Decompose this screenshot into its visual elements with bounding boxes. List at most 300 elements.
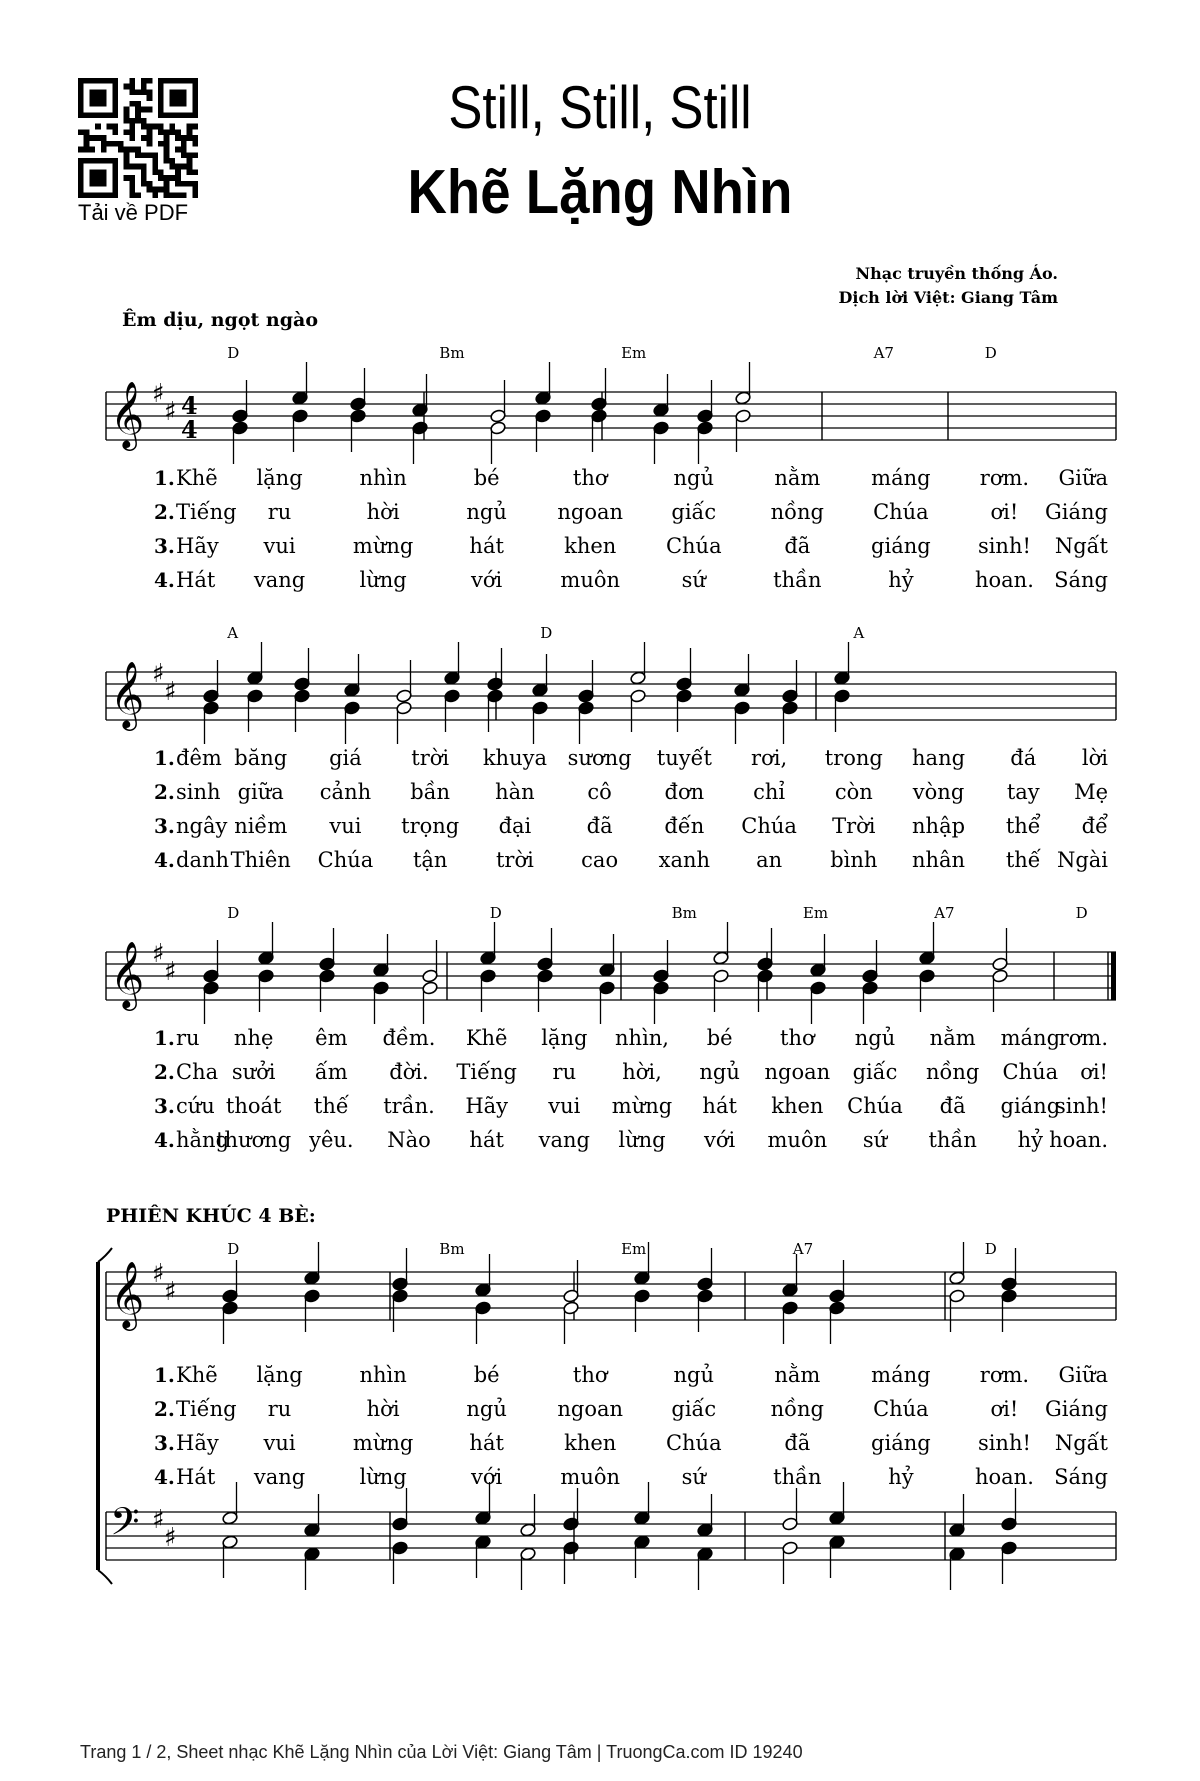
lyric-syllable: Trời (832, 814, 876, 838)
lyric-syllable: vang (538, 1128, 591, 1152)
note-head (392, 1517, 409, 1532)
lyric-syllable: bé (473, 466, 500, 490)
lyric-syllable: lặng (256, 466, 303, 490)
song-title-english: Still, Still, Still (448, 74, 752, 141)
lyric-syllable: chỉ (753, 780, 786, 804)
lyric-syllable: Cha (176, 1060, 219, 1084)
note-head (599, 981, 616, 996)
lyric-syllable: Chúa (741, 814, 797, 838)
lyric-syllable: Chúa (873, 1397, 929, 1421)
refrain-heading: PHIÊN KHÚC 4 BÈ: (106, 1205, 316, 1227)
lyric-syllable: Hát (176, 568, 216, 592)
sharp-icon: ♯ (164, 957, 177, 987)
chord-symbol: D (984, 344, 997, 362)
lyric-syllable: Hát (176, 1465, 216, 1489)
lyric-syllable: lặng (541, 1026, 588, 1050)
chord-symbol: Bm (439, 344, 465, 362)
download-pdf-link[interactable]: Tải về PDF (78, 200, 189, 225)
lyric-syllable: đại (498, 814, 532, 838)
time-signature-bottom: 4 (181, 415, 198, 444)
lyric-syllable: vui (263, 1431, 296, 1455)
sharp-icon: ♯ (152, 659, 165, 689)
note-head (532, 701, 549, 716)
lyric-syllable: sương (567, 746, 632, 770)
note-head (222, 1301, 239, 1316)
time-signature-top: 4 (181, 391, 198, 420)
lyric-syllable: ngủ (466, 1397, 507, 1421)
lyric-syllable: muôn (767, 1128, 828, 1152)
lyric-syllable: Giữa (1058, 1363, 1108, 1387)
lyric-syllable: thần (773, 568, 822, 592)
lyric-syllable: vang (253, 1465, 306, 1489)
lyric-syllable: máng (871, 466, 931, 490)
note-head (713, 969, 730, 984)
note-head (630, 671, 647, 686)
lyric-syllable: thần (928, 1128, 977, 1152)
note-head (697, 1523, 714, 1538)
note-head (782, 701, 799, 716)
note-head (535, 391, 552, 406)
bass-clef-icon: 𝄢 (110, 1499, 140, 1553)
note-head (422, 969, 439, 984)
note-head (373, 963, 390, 978)
lyric-syllable: hỷ (888, 1465, 914, 1489)
note-head (344, 701, 361, 716)
chord-symbol: Bm (671, 904, 697, 922)
lyric-syllable: nồng (925, 1060, 980, 1084)
music-system (106, 624, 1116, 872)
lyric-syllable: lặng (256, 1363, 303, 1387)
note-head (203, 981, 220, 996)
note-head (373, 981, 390, 996)
lyric-syllable: giáng (871, 534, 931, 558)
note-head (578, 689, 595, 704)
sharp-icon: ♯ (152, 379, 165, 409)
note-head (350, 409, 367, 424)
lyric-syllable: Chúa (317, 848, 374, 872)
note-head (862, 981, 879, 996)
lyric-syllable: đã (939, 1094, 966, 1118)
lyric-syllable: ơi! (1080, 1060, 1108, 1084)
note-head (949, 1289, 966, 1304)
lyric-syllable: nằm (929, 1026, 976, 1050)
chord-symbol: D (227, 344, 240, 362)
lyric-syllable: Tiếng (456, 1060, 517, 1084)
lyric-syllable: hời, (622, 1060, 662, 1084)
verse-number: 3. (154, 1094, 175, 1118)
note-head (599, 963, 616, 978)
lyric-syllable: tay (1006, 780, 1040, 804)
lyric-syllable: muôn (560, 1465, 621, 1489)
lyric-syllable: giấc (671, 500, 717, 524)
lyric-syllable: bần (410, 780, 451, 804)
lyric-syllable: ngủ (466, 500, 507, 524)
lyric-syllable: nồng (770, 500, 825, 524)
lyric-syllable: hời (366, 1397, 400, 1421)
chord-symbol: A7 (873, 344, 894, 362)
lyric-syllable: danh (176, 848, 230, 872)
lyric-syllable: ngây (176, 814, 228, 838)
lyric-syllable: nhìn (359, 1363, 407, 1387)
note-head (992, 957, 1009, 972)
note-head (232, 409, 249, 424)
lyric-syllable: hằng (176, 1128, 230, 1152)
note-head (782, 1283, 799, 1298)
sharp-icon: ♯ (152, 939, 165, 969)
note-head (520, 1547, 537, 1562)
lyric-syllable: giấc (852, 1060, 898, 1084)
lyric-syllable: với (471, 568, 503, 592)
sharp-icon: ♯ (164, 677, 177, 707)
lyric-syllable: đời. (389, 1060, 429, 1084)
note-head (475, 1511, 492, 1526)
note-head (490, 409, 507, 424)
lyric-syllable: Ngất (1054, 534, 1108, 558)
lyric-syllable: giữa (237, 780, 284, 804)
lyric-syllable: xanh (658, 848, 711, 872)
lyric-syllable: ngoan (557, 500, 624, 524)
note-head (949, 1271, 966, 1286)
note-head (676, 689, 693, 704)
verse-number: 3. (154, 814, 175, 838)
note-head (412, 403, 429, 418)
note-head (396, 701, 413, 716)
lyric-syllable: hát (702, 1094, 737, 1118)
lyric-syllable: muôn (560, 568, 621, 592)
lyric-syllable: Chúa (1002, 1060, 1059, 1084)
lyric-syllable: thế (1005, 848, 1041, 872)
verse-number: 4. (154, 1128, 175, 1152)
lyric-syllable: Hãy (176, 534, 219, 558)
lyric-syllable: Khẽ (465, 1026, 508, 1050)
lyric-syllable: Tiếng (176, 1397, 237, 1421)
chord-symbol: D (984, 1240, 997, 1258)
lyric-syllable: khen (564, 1431, 617, 1455)
lyric-syllable: giáng (871, 1431, 931, 1455)
lyric-syllable: rơi, (751, 746, 788, 770)
verse-number: 2. (154, 1397, 175, 1421)
note-head (304, 1547, 321, 1562)
lyric-syllable: hát (469, 534, 504, 558)
lyric-syllable: Chúa (873, 500, 929, 524)
lyric-syllable: hỷ (1017, 1128, 1044, 1152)
note-head (653, 403, 670, 418)
chord-symbol: Em (621, 344, 647, 362)
note-head (294, 689, 311, 704)
lyric-syllable: sinh! (977, 534, 1031, 558)
lyric-syllable: đã (784, 534, 811, 558)
treble-clef-icon: 𝄞 (110, 940, 145, 1008)
note-head (292, 391, 309, 406)
note-head (697, 1547, 714, 1562)
note-head (697, 1277, 714, 1292)
music-system (106, 904, 1116, 1152)
lyric-syllable: rơm. (979, 466, 1030, 490)
lyric-syllable: thơ (572, 466, 608, 490)
lyric-syllable: vui (263, 534, 296, 558)
note-head (247, 671, 264, 686)
note-head (634, 1271, 651, 1286)
lyric-syllable: nồng (770, 1397, 825, 1421)
note-head (304, 1271, 321, 1286)
note-head (487, 689, 504, 704)
note-head (1001, 1541, 1018, 1556)
lyric-syllable: hàn (495, 780, 535, 804)
lyric-syllable: êm (315, 1026, 348, 1050)
note-head (350, 397, 367, 412)
note-head (532, 683, 549, 698)
note-head (258, 969, 275, 984)
note-head (412, 421, 429, 436)
tempo-marking: Êm dịu, ngọt ngào (122, 309, 318, 331)
music-system (106, 344, 1116, 592)
note-head (591, 397, 608, 412)
note-head (392, 1277, 409, 1292)
lyric-syllable: rơm. (979, 1363, 1030, 1387)
note-head (304, 1289, 321, 1304)
lyric-syllable: Chúa (847, 1094, 903, 1118)
lyric-syllable: thương (216, 1128, 292, 1152)
lyric-syllable: nằm (774, 1363, 821, 1387)
lyric-syllable: Giáng (1045, 500, 1108, 524)
note-head (578, 701, 595, 716)
lyric-syllable: trong (824, 746, 883, 770)
lyric-syllable: Giáng (1045, 1397, 1108, 1421)
verse-number: 2. (154, 780, 175, 804)
lyric-syllable: thần (773, 1465, 822, 1489)
treble-clef-icon: 𝄞 (110, 380, 145, 448)
chord-symbol: Em (802, 904, 829, 922)
note-head (735, 391, 752, 406)
note-head (829, 1301, 846, 1316)
lyric-syllable: khen (771, 1094, 824, 1118)
lyric-syllable: bé (706, 1026, 733, 1050)
lyric-syllable: nhẹ (233, 1026, 274, 1050)
lyric-syllable: vui (329, 814, 362, 838)
music-credit: Nhạc truyền thống Áo. (855, 264, 1058, 283)
lyric-syllable: Sáng (1054, 568, 1108, 592)
lyric-syllable: thoát (225, 1094, 282, 1118)
chord-symbol: A7 (792, 1240, 814, 1258)
lyric-syllable: Nào (387, 1128, 431, 1152)
lyric-syllable: nhìn (359, 466, 407, 490)
note-head (919, 969, 936, 984)
note-head (992, 969, 1009, 984)
note-head (653, 969, 670, 984)
lyric-syllable: sứ (681, 1465, 706, 1489)
chord-symbol: A7 (934, 904, 955, 922)
lyric-syllable: yêu. (309, 1128, 354, 1152)
note-head (563, 1517, 580, 1532)
note-head (535, 409, 552, 424)
note-head (591, 409, 608, 424)
lyric-syllable: hang (912, 746, 966, 770)
note-head (563, 1301, 580, 1316)
lyric-syllable: giá (329, 746, 362, 770)
note-head (480, 951, 497, 966)
note-head (490, 421, 507, 436)
lyric-syllable: vang (253, 568, 306, 592)
note-head (444, 671, 461, 686)
lyric-syllable: đêm (176, 746, 222, 770)
lyric-syllable: ơi! (990, 500, 1019, 524)
lyrics-credit: Dịch lời Việt: Giang Tâm (838, 288, 1058, 307)
note-head (829, 1511, 846, 1526)
lyric-syllable: hỷ (888, 568, 914, 592)
note-head (294, 677, 311, 692)
note-head (919, 951, 936, 966)
note-head (319, 957, 336, 972)
lyric-syllable: trần. (383, 1094, 435, 1118)
note-head (319, 969, 336, 984)
verse-number: 4. (154, 568, 175, 592)
lyric-syllable: sinh! (977, 1431, 1031, 1455)
lyric-syllable: Giữa (1058, 466, 1108, 490)
note-head (222, 1511, 239, 1526)
lyric-syllable: lừng (359, 568, 407, 592)
note-head (304, 1523, 321, 1538)
lyric-syllable: đến (664, 814, 705, 838)
note-head (563, 1541, 580, 1556)
lyric-syllable: Hãy (176, 1431, 219, 1455)
chord-symbol: Bm (439, 1240, 465, 1258)
lyric-syllable: cao (581, 848, 619, 872)
lyric-syllable: nằm (774, 466, 821, 490)
note-head (203, 701, 220, 716)
lyric-syllable: ngoan (764, 1060, 831, 1084)
lyric-syllable: còn (834, 780, 873, 804)
note-head (258, 951, 275, 966)
note-head (834, 689, 851, 704)
note-head (757, 969, 774, 984)
lyric-syllable: Chúa (665, 1431, 722, 1455)
song-title-vietnamese: Khẽ Lặng Nhìn (407, 158, 793, 227)
note-head (475, 1301, 492, 1316)
lyric-syllable: ru (267, 500, 292, 524)
note-head (810, 981, 827, 996)
lyric-syllable: trọng (401, 814, 460, 838)
chord-symbol: D (227, 904, 240, 922)
note-head (1001, 1277, 1018, 1292)
lyric-syllable: mừng (352, 534, 414, 558)
lyric-syllable: thể (1005, 814, 1041, 838)
lyric-syllable: hời (366, 500, 400, 524)
lyric-syllable: khen (564, 534, 617, 558)
chord-symbol: A (853, 624, 865, 642)
note-head (634, 1289, 651, 1304)
lyric-syllable: hát (469, 1431, 504, 1455)
lyric-syllable: mừng (352, 1431, 414, 1455)
note-head (734, 701, 751, 716)
lyric-syllable: vui (548, 1094, 581, 1118)
lyric-syllable: cứu (176, 1094, 215, 1118)
lyric-syllable: thơ (780, 1026, 815, 1050)
verse-number: 1. (154, 746, 175, 770)
note-head (713, 951, 730, 966)
lyric-syllable: niềm (234, 814, 288, 838)
note-head (222, 1535, 239, 1550)
lyric-syllable: Mẹ (1074, 780, 1108, 804)
chord-symbol: D (540, 624, 553, 642)
lyric-syllable: với (471, 1465, 503, 1489)
lyric-syllable: đã (784, 1431, 811, 1455)
lyric-syllable: sưởi (231, 1060, 276, 1084)
lyric-syllable: an (756, 848, 783, 872)
note-head (949, 1523, 966, 1538)
note-head (949, 1547, 966, 1562)
lyric-syllable: sinh! (1055, 1094, 1108, 1118)
note-head (810, 963, 827, 978)
note-head (444, 689, 461, 704)
lyric-syllable: máng (1000, 1026, 1061, 1050)
lyric-syllable: Khẽ (176, 466, 218, 490)
lyric-syllable: thế (313, 1094, 349, 1118)
note-head (392, 1289, 409, 1304)
lyric-syllable: hát (469, 1128, 504, 1152)
verse-number: 3. (154, 1431, 175, 1455)
note-head (697, 1289, 714, 1304)
lyric-syllable: cô (587, 780, 612, 804)
note-head (520, 1523, 537, 1538)
lyric-syllable: với (704, 1128, 736, 1152)
note-head (653, 981, 670, 996)
lyric-syllable: thơ (572, 1363, 608, 1387)
lyric-syllable: Ngài (1056, 848, 1108, 872)
lyric-syllable: bé (473, 1363, 500, 1387)
lyric-syllable: đã (586, 814, 613, 838)
lyric-syllable: vòng (912, 780, 965, 804)
note-head (634, 1511, 651, 1526)
lyric-syllable: lời (1081, 746, 1108, 770)
lyric-syllable: Chúa (665, 534, 722, 558)
note-head (634, 1535, 651, 1550)
note-head (735, 409, 752, 424)
lyric-syllable: tuyết (656, 746, 712, 770)
lyric-syllable: cảnh (319, 780, 372, 804)
lyric-syllable: ngủ (673, 466, 715, 490)
note-head (829, 1289, 846, 1304)
note-head (475, 1283, 492, 1298)
lyric-syllable: ngủ (699, 1060, 740, 1084)
lyric-syllable: Hãy (465, 1094, 509, 1118)
sharp-icon: ♯ (164, 1277, 177, 1307)
treble-clef-icon: 𝄞 (110, 1260, 145, 1328)
note-head (396, 689, 413, 704)
note-head (1001, 1517, 1018, 1532)
verse-number: 3. (154, 534, 175, 558)
note-head (392, 1541, 409, 1556)
lyric-syllable: sứ (862, 1128, 888, 1152)
lyric-syllable: tận (412, 848, 448, 872)
note-head (563, 1289, 580, 1304)
lyric-syllable: bình (830, 848, 878, 872)
chord-symbol: D (489, 904, 502, 922)
lyric-syllable: rơm. (1058, 1026, 1108, 1050)
lyric-syllable: trời (495, 848, 534, 872)
lyric-syllable: mừng (611, 1094, 673, 1118)
note-head (697, 421, 714, 436)
note-head (537, 969, 554, 984)
note-head (834, 671, 851, 686)
chord-symbol: A (227, 624, 239, 642)
lyric-syllable: đá (1010, 746, 1037, 770)
note-head (782, 1541, 799, 1556)
sharp-icon: ♯ (164, 397, 177, 427)
verse-number: 1. (154, 1026, 175, 1050)
chord-symbol: D (1075, 904, 1088, 922)
note-head (676, 677, 693, 692)
lyric-syllable: sinh (176, 780, 221, 804)
